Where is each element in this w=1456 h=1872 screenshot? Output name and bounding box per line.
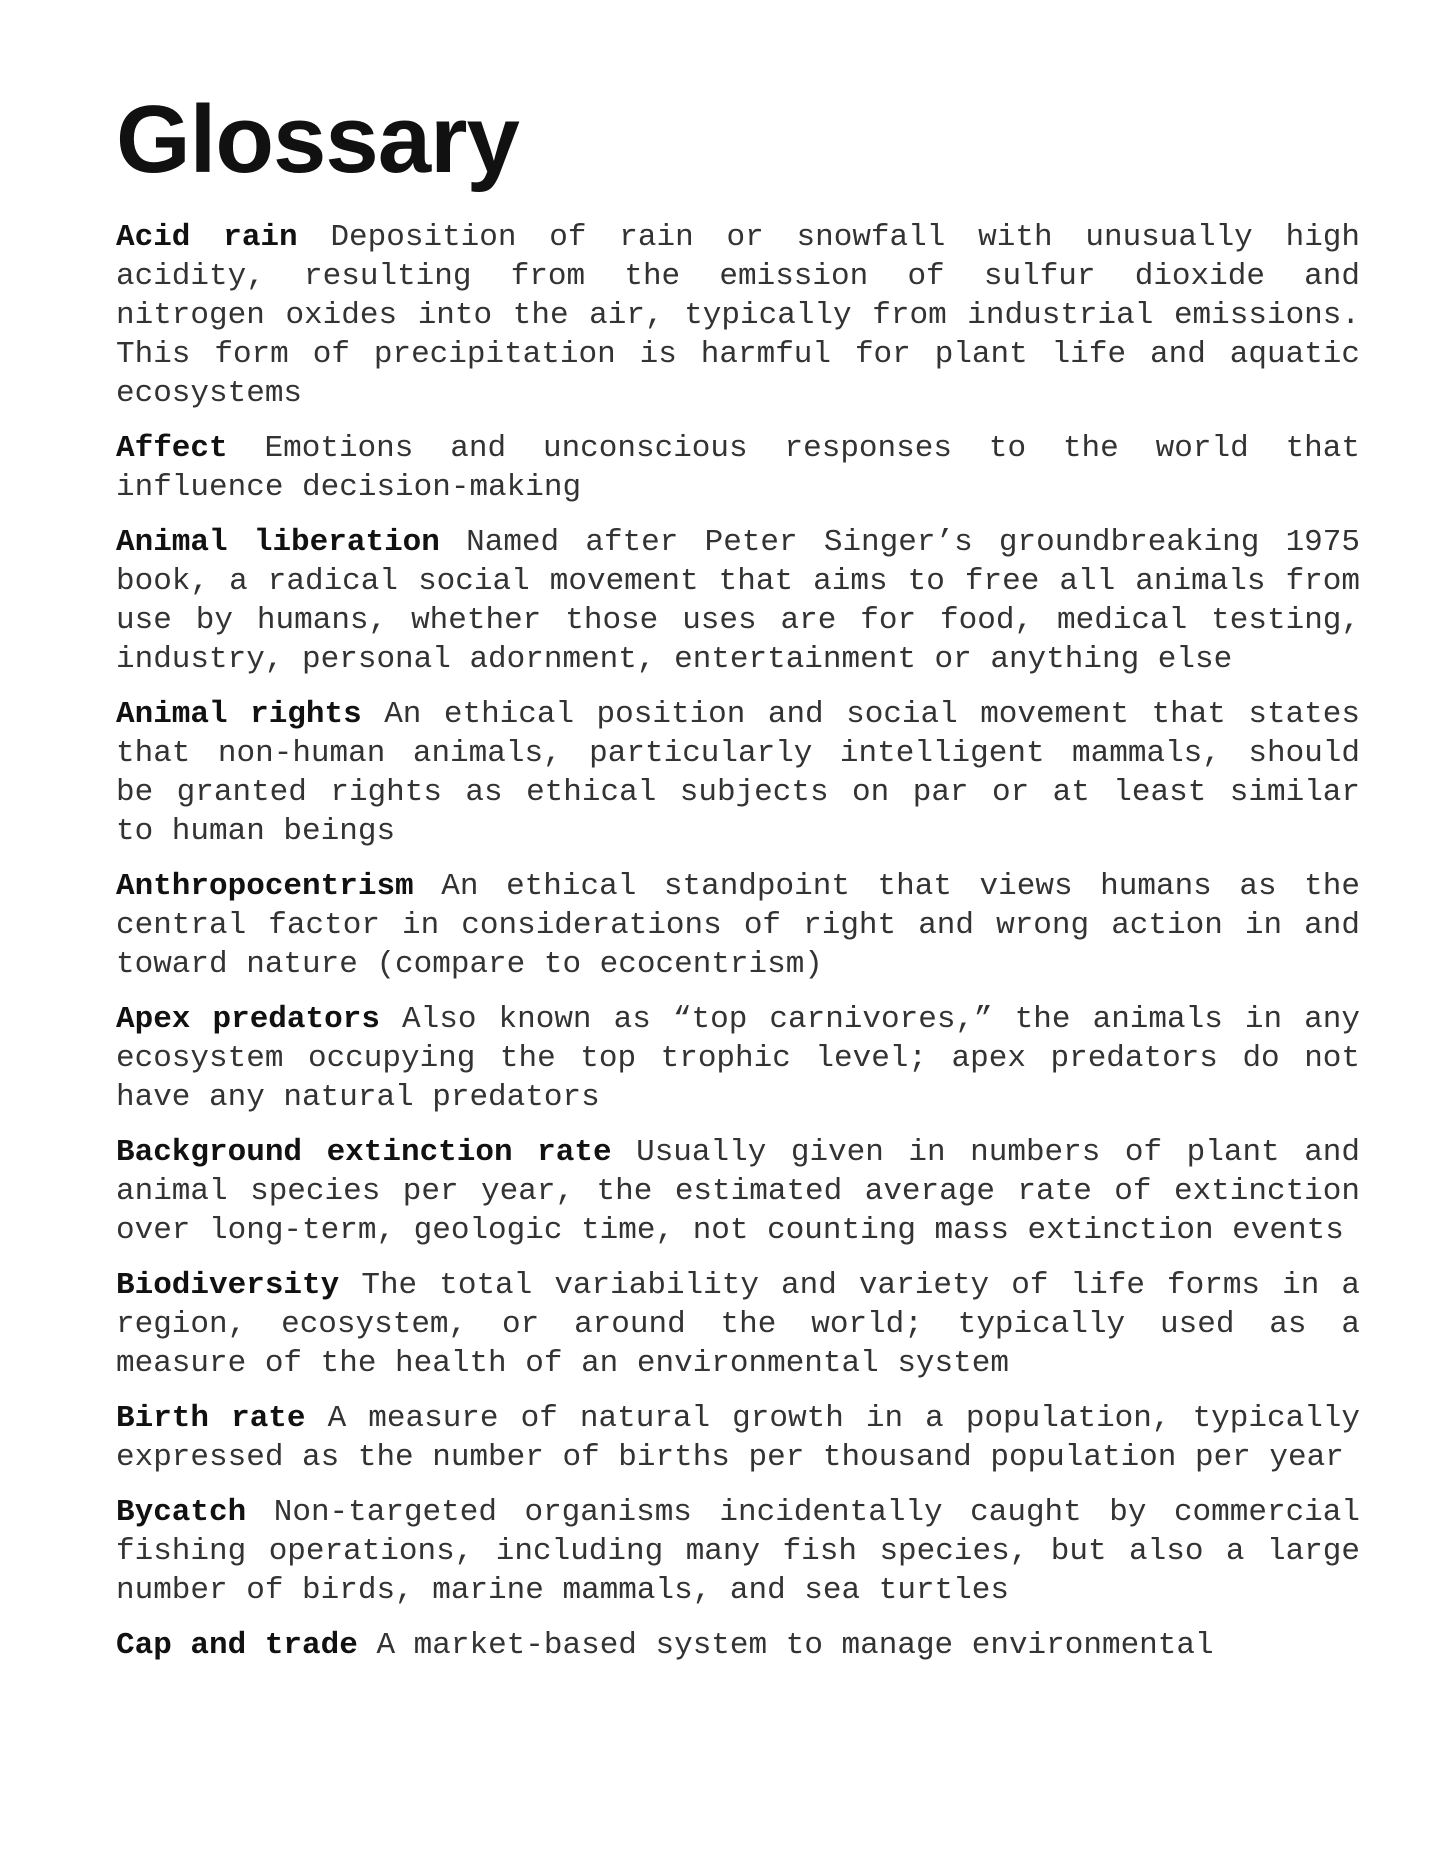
glossary-definition: An ethical standpoint that views humans as the central factor in considerations of right and wrong action in and toward nature (compare to ecocentrism) bbox=[116, 869, 1360, 982]
glossary-term: Bycatch bbox=[116, 1495, 247, 1530]
glossary-term: Apex predators bbox=[116, 1002, 380, 1037]
glossary-term: Anthropocentrism bbox=[116, 869, 414, 904]
page-title: Glossary bbox=[116, 86, 519, 193]
glossary-term: Cap and trade bbox=[116, 1628, 358, 1663]
glossary-term: Animal rights bbox=[116, 697, 362, 732]
glossary-term: Background extinction rate bbox=[116, 1135, 612, 1170]
glossary-page bbox=[116, 86, 1361, 1681]
glossary-entry-apex-predators bbox=[116, 1000, 1360, 1117]
glossary-entry-bycatch bbox=[116, 1493, 1360, 1610]
glossary-entry-birth-rate bbox=[116, 1399, 1360, 1477]
glossary-definition: Also known as “top carnivores,” the animals in any ecosystem occupying the top trophic level; apex predators do not have any natural predators bbox=[116, 1002, 1360, 1115]
glossary-term: Affect bbox=[116, 431, 228, 466]
glossary-definition: The total variability and variety of life forms in a region, ecosystem, or around the world; typically used as a measure of the health of an environmental system bbox=[116, 1268, 1361, 1381]
glossary-term: Animal liberation bbox=[116, 525, 440, 560]
glossary-term: Acid rain bbox=[116, 220, 298, 255]
glossary-entry-acid-rain bbox=[116, 218, 1360, 413]
glossary-entry-anthropocentrism bbox=[116, 867, 1360, 984]
glossary-definition: Emotions and unconscious responses to the world that influence decision-making bbox=[116, 431, 1360, 505]
glossary-entry-background-extinction-rate bbox=[116, 1133, 1360, 1250]
glossary-definition: Deposition of rain or snowfall with unusually high acidity, resulting from the emission of sulfur dioxide and nitrogen oxides into the air, typically from industrial emissions. This form of precipitation is harmful for plant life and aquatic ecosystems bbox=[116, 220, 1361, 411]
glossary-definition: A market-based system to manage environmental bbox=[376, 1628, 1214, 1663]
glossary-term: Birth rate bbox=[116, 1401, 306, 1436]
glossary-entry-affect bbox=[116, 429, 1360, 507]
glossary-definition: A measure of natural growth in a population, typically expressed as the number of births per thousand population per year bbox=[116, 1401, 1360, 1475]
glossary-entry-cap-and-trade bbox=[116, 1626, 1360, 1665]
glossary-term: Biodiversity bbox=[116, 1268, 340, 1303]
glossary-definition: Named after Peter Singer’s groundbreaking 1975 book, a radical social movement that aims to free all animals from use by humans, whether those uses are for food, medical testing, industry, personal adornment, entertainment or anything else bbox=[116, 525, 1360, 677]
glossary-definition: Non-targeted organisms incidentally caught by commercial fishing operations, including many fish species, but also a large number of birds, marine mammals, and sea turtles bbox=[116, 1495, 1360, 1608]
glossary-definition: Usually given in numbers of plant and animal species per year, the estimated average rate of extinction over long-term, geologic time, not counting mass extinction events bbox=[116, 1135, 1360, 1248]
glossary-definition: An ethical position and social movement that states that non-human animals, particularly intelligent mammals, should be granted rights as ethical subjects on par or at least similar to human beings bbox=[116, 697, 1360, 849]
glossary-entry-animal-liberation bbox=[116, 523, 1360, 679]
glossary-entry-animal-rights bbox=[116, 695, 1360, 851]
glossary-entry-biodiversity bbox=[116, 1266, 1360, 1383]
